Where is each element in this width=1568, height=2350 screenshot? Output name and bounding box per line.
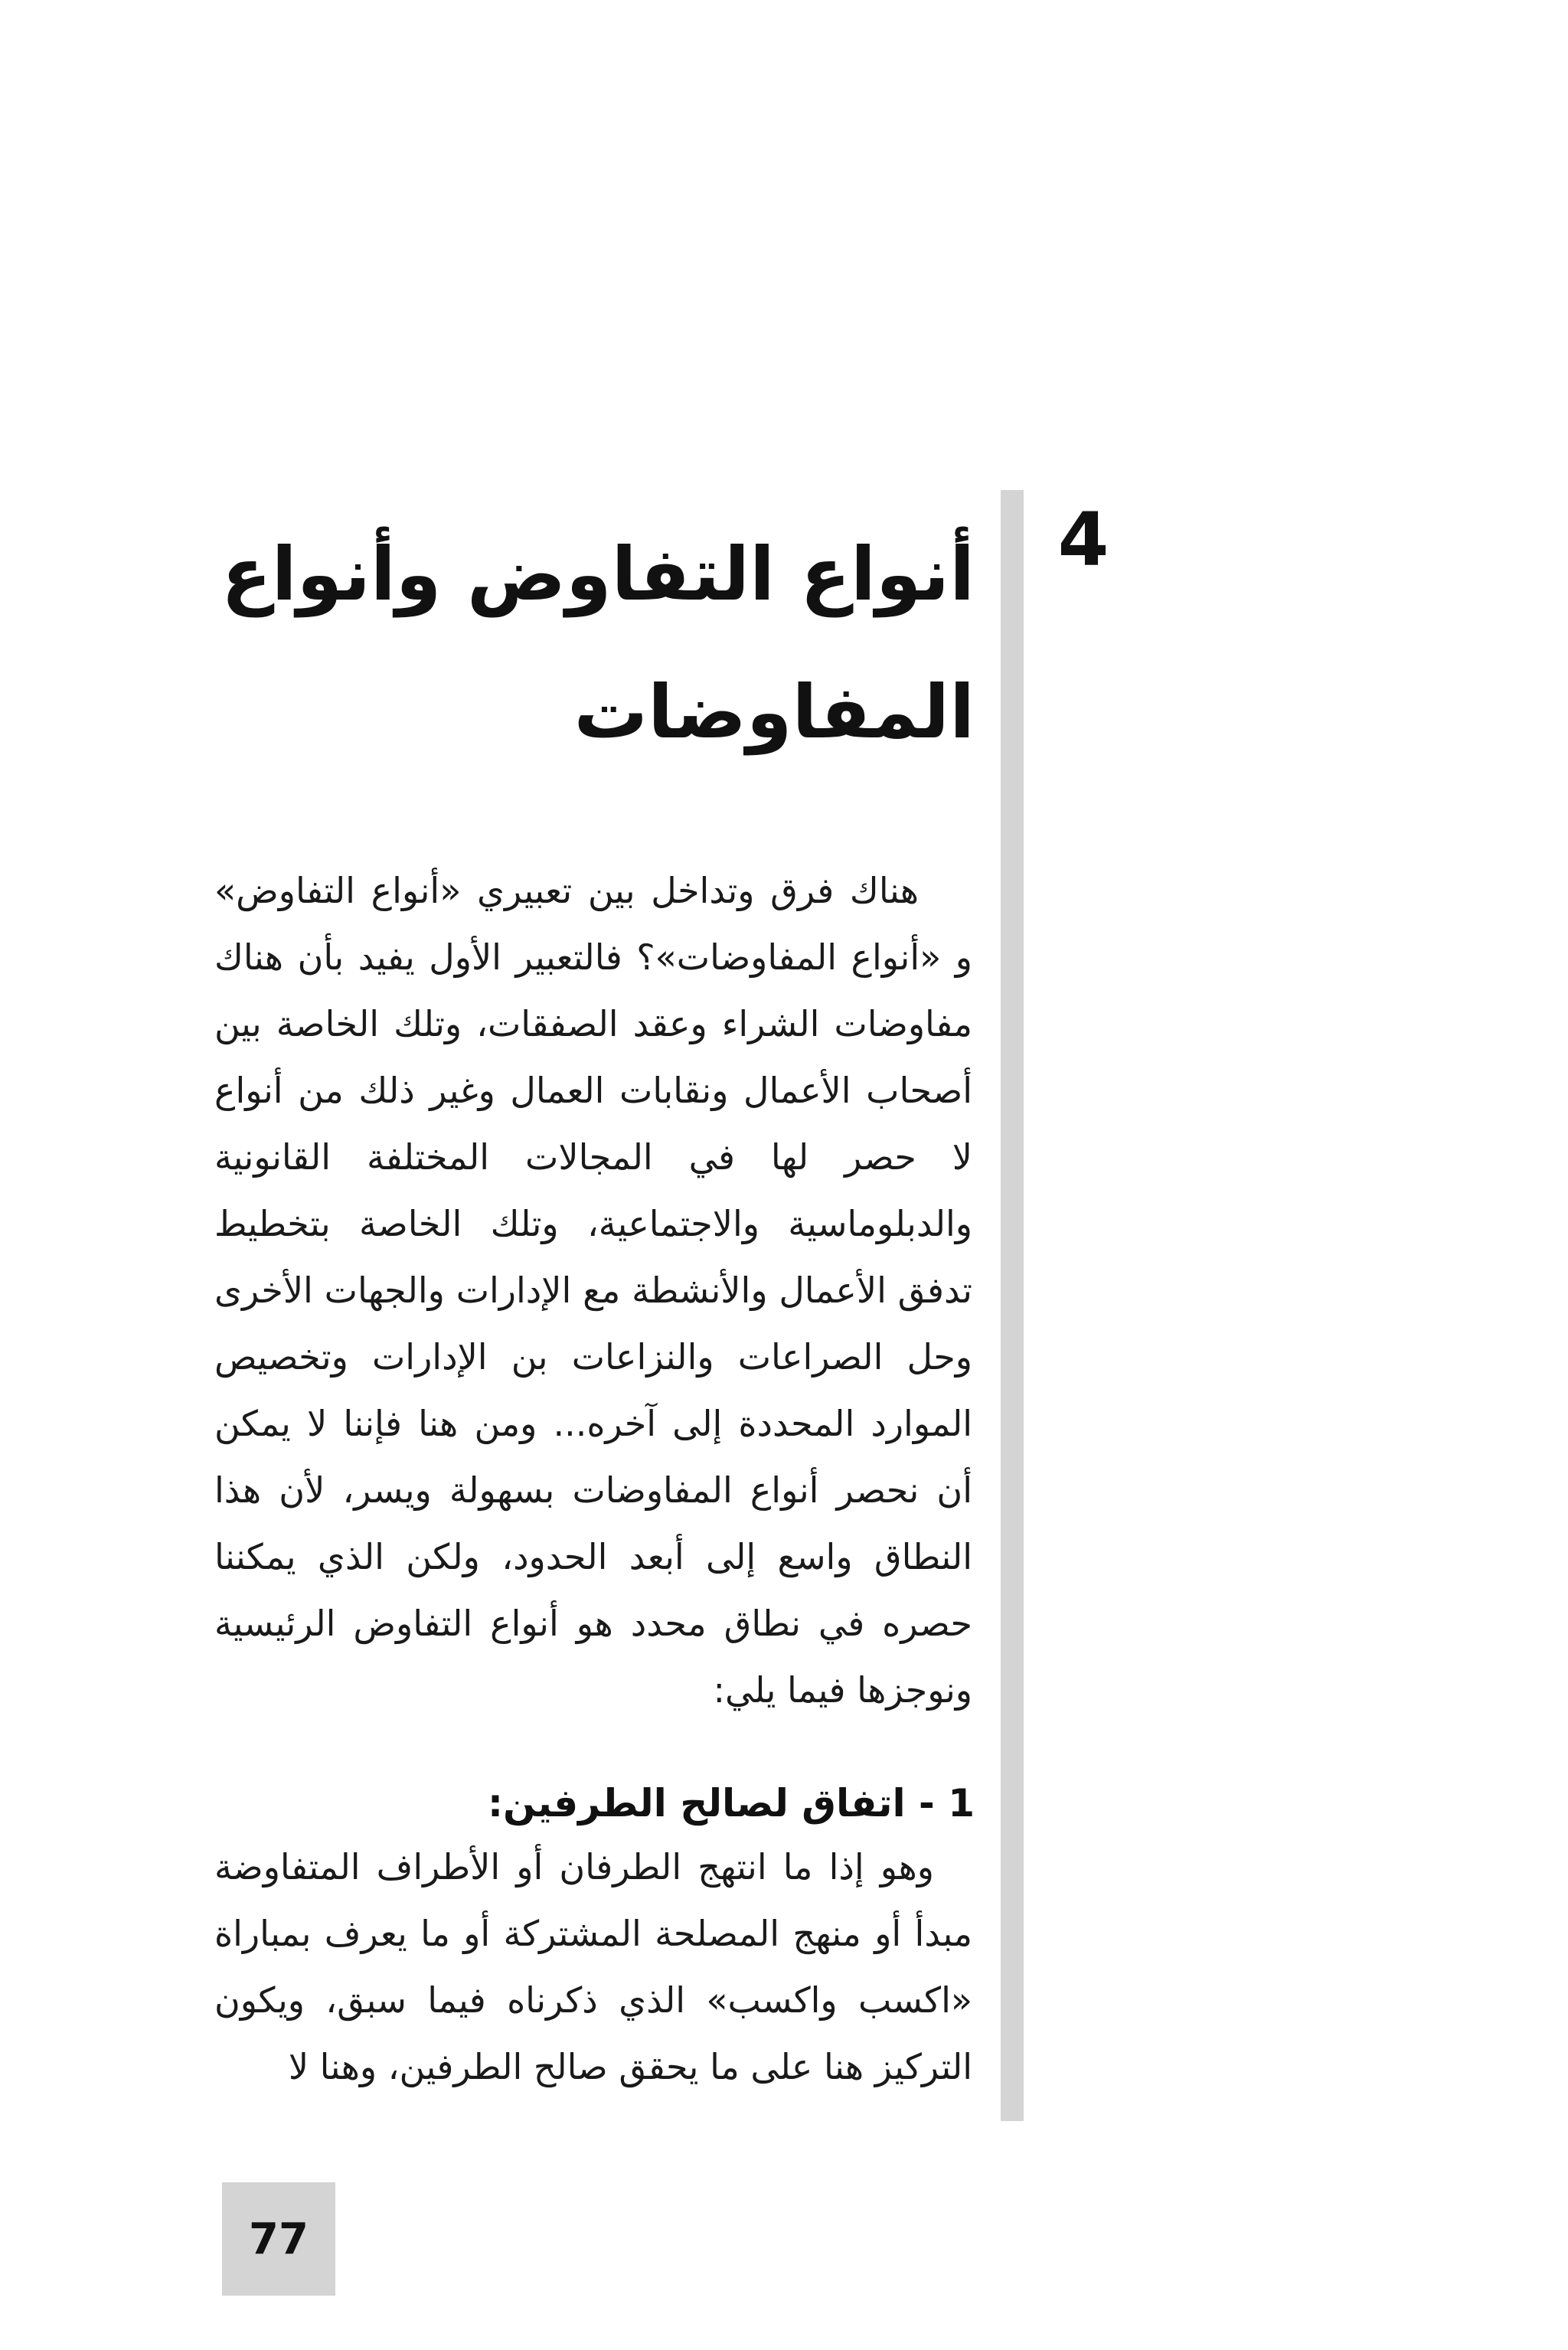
section-paragraph: وهو إذا ما انتهج الطرفان أو الأطراف المتفاوضة مبدأ أو منهج المصلحة المشتركة أو ما يعرف بمباراة «اكسب واكسب» الذي ذكرناه فيما سبق، ويكون التركيز هنا على ما يحقق صالح الطرفين، وهنا لا (214, 1846, 972, 2087)
section-heading: 1 - اتفاق لصالح الطرفين: (487, 1781, 975, 1825)
intro-paragraph: هناك فرق وتداخل بين تعبيري «أنواع التفاوض» و «أنواع المفاوضات»؟ فالتعبير الأول يفيد بأن هناك مفاوضات الشراء وعقد الصفقات، وتلك الخاصة بين أصحاب الأعمال ونقابات العمال وغير ذلك من أنواع لا حصر لها في المجالات المختلفة القانونية والدبلوماسية والاجتماعية، وتلك الخاصة بتخطيط تدفق الأعمال والأنشطة مع الإدارات والجهات الأخرى وحل الصراعات والنزاعات بن الإدارات وتخصيص الموارد المحددة إلى آخره... ومن هنا فإننا لا يمكن أن نحصر أنواع المفاوضات بسهولة ويسر، لأن هذا النطاق واسع إلى أبعد الحدود، ولكن الذي يمكننا حصره في نطاق محدد هو أنواع التفاوض الرئيسية ونوجزها فيما يلي: (214, 870, 972, 1711)
chapter-side-rule (1001, 490, 1024, 2121)
chapter-title: أنواع التفاوض وأنواع المفاوضات (221, 531, 975, 755)
chapter-number: 4 (1057, 497, 1109, 583)
page-number: 77 (249, 2214, 309, 2264)
page-number-box (222, 2182, 335, 2296)
